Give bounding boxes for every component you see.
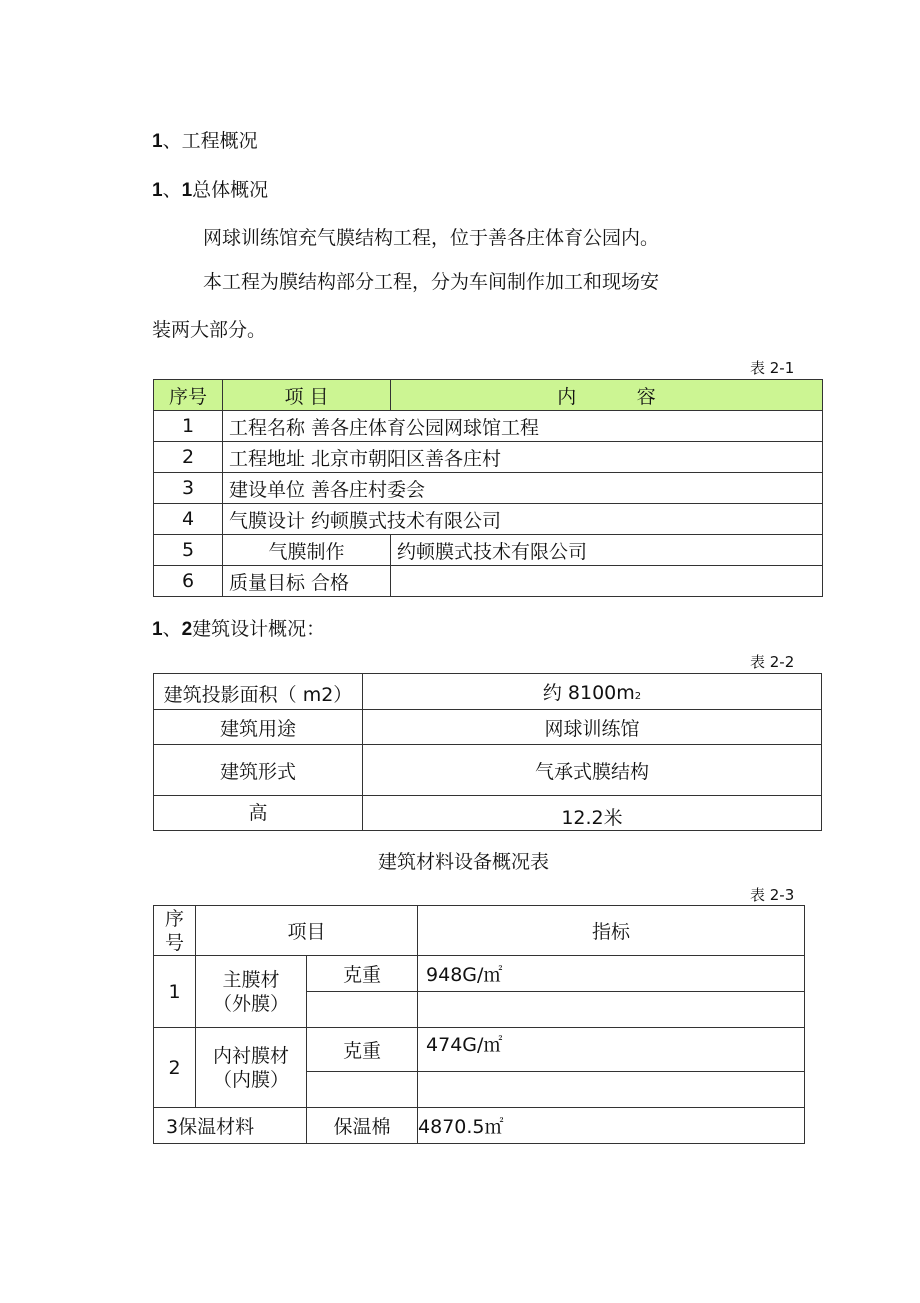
row-item: [154, 1108, 307, 1144]
table-row: [154, 1108, 805, 1144]
item-line: （外膜）: [212, 992, 289, 1015]
paragraph-scope-line2: 装两大部分。: [152, 319, 267, 341]
heading-separator: 、: [162, 130, 182, 152]
row-property: 克重: [307, 1028, 418, 1072]
row-text: 建设单位 善各庄村委会: [223, 473, 823, 504]
row-number: 1: [154, 956, 196, 1028]
heading-subnumber: 2: [181, 619, 193, 640]
heading-text: 建筑设计概况：: [192, 618, 326, 640]
row-property: 克重: [307, 956, 418, 992]
row-value: 4870.5㎡: [418, 1108, 805, 1144]
table-caption: 表 2-2: [750, 653, 795, 671]
row-item: [196, 956, 307, 1028]
table-caption: 表 2-3: [750, 886, 795, 904]
column-header-item: 项 目: [223, 380, 391, 411]
row-value: 网球训练馆: [363, 710, 822, 745]
row-value: [363, 674, 822, 710]
table-header-row: [154, 380, 823, 411]
row-value-empty: [418, 1072, 805, 1108]
row-number: 4: [154, 504, 223, 535]
item-line: （内膜）: [212, 1068, 289, 1091]
header-char: 号: [164, 931, 184, 954]
item-text: 保温材料: [178, 1116, 255, 1138]
column-header-content: 内 容: [391, 380, 823, 411]
row-property-empty: [307, 992, 418, 1028]
table-row: [154, 566, 823, 597]
header-char: 序: [164, 907, 184, 930]
row-label: 建筑用途: [154, 710, 363, 745]
heading-separator: 、: [162, 618, 182, 640]
table-row: [154, 1028, 805, 1072]
heading-section-1-2: [152, 614, 325, 641]
project-overview-table: [153, 379, 823, 597]
row-number: 2: [154, 442, 223, 473]
heading-subnumber: 1: [181, 180, 193, 201]
table-row: [154, 956, 805, 992]
item-line: 内衬膜材: [212, 1044, 289, 1067]
column-header-no: [154, 906, 196, 956]
table-row: [154, 535, 823, 566]
row-label: 建筑形式: [154, 745, 363, 796]
heading-number: 1: [152, 180, 163, 201]
item-line: 主膜材: [222, 968, 280, 991]
heading-number: 1: [152, 131, 163, 152]
table-row: [154, 504, 823, 535]
heading-section-1: [152, 126, 258, 153]
row-text: 工程名称 善各庄体育公园网球馆工程: [223, 411, 823, 442]
row-item: [196, 1028, 307, 1108]
row-text: 质量目标 合格: [223, 566, 391, 597]
row-value: 948G/㎡: [418, 956, 805, 992]
row-text: 工程地址 北京市朝阳区善各庄村: [223, 442, 823, 473]
row-number: 3: [154, 473, 223, 504]
table-header-row: [154, 906, 805, 956]
row-content: 约顿膜式技术有限公司: [391, 535, 823, 566]
table-row: [154, 411, 823, 442]
table-row: [154, 710, 822, 745]
heading-text: 工程概况: [181, 130, 258, 152]
column-header-no: 序号: [154, 380, 223, 411]
paragraph-scope-line1: 本工程为膜结构部分工程，分为车间制作加工和现场安: [203, 271, 660, 293]
row-value-empty: [418, 992, 805, 1028]
row-item: 气膜制作: [223, 535, 391, 566]
value-subscript: 2: [634, 691, 642, 702]
table-row: [154, 796, 822, 831]
row-number: 2: [154, 1028, 196, 1108]
heading-text: 总体概况: [192, 179, 269, 201]
row-value: 气承式膜结构: [363, 745, 822, 796]
table-title: 建筑材料设备概况表: [378, 851, 550, 873]
row-number: 6: [154, 566, 223, 597]
materials-table: [153, 905, 805, 1144]
row-value: 474G/㎡: [418, 1028, 805, 1072]
heading-separator: 、: [162, 179, 182, 201]
row-number: 5: [154, 535, 223, 566]
row-value: 12.2米: [363, 796, 822, 831]
row-number: 3: [166, 1116, 179, 1138]
row-text: 气膜设计 约顿膜式技术有限公司: [223, 504, 823, 535]
table-row: [154, 473, 823, 504]
table-row: [154, 745, 822, 796]
heading-number: 1: [152, 619, 163, 640]
column-header-item: 项目: [196, 906, 418, 956]
column-header-index: 指标: [418, 906, 805, 956]
row-property: 保温棉: [307, 1108, 418, 1144]
row-label: 建筑投影面积（ m2）: [154, 674, 363, 710]
paragraph-location: 网球训练馆充气膜结构工程，位于善各庄体育公园内。: [203, 227, 660, 249]
row-number: 1: [154, 411, 223, 442]
row-label: 高: [154, 796, 363, 831]
table-row: [154, 442, 823, 473]
value-text: 约 8100m: [542, 682, 635, 704]
heading-section-1-1: [152, 175, 268, 202]
building-design-table: [153, 673, 822, 831]
table-row: [154, 674, 822, 710]
table-caption: 表 2-1: [750, 359, 795, 377]
row-content-empty: [391, 566, 823, 597]
row-property-empty: [307, 1072, 418, 1108]
